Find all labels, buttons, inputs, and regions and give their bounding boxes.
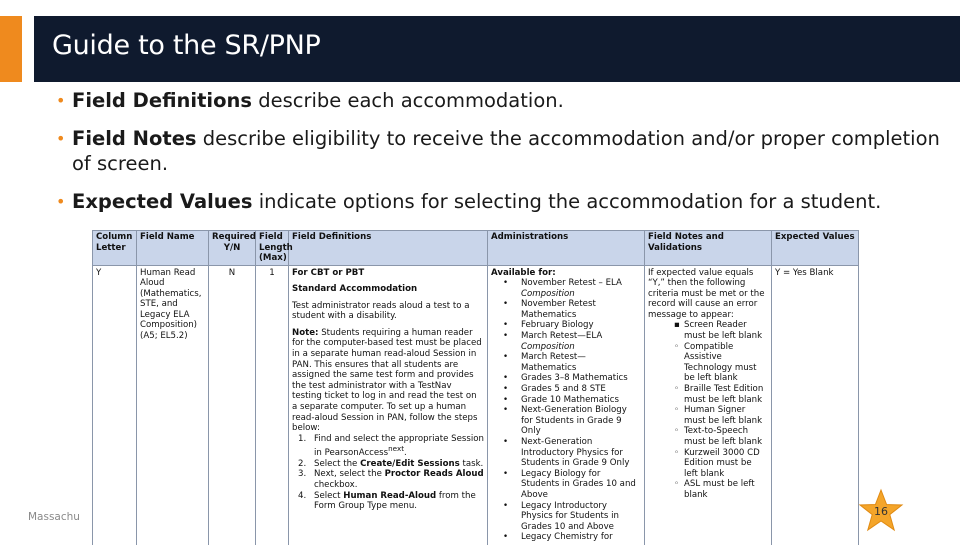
notes-item: ◦ Text-to-Speech must be left blank	[648, 426, 768, 447]
notes-item: ◦ Kurzweil 3000 CD Edition must be left blank	[648, 448, 768, 480]
notes-list	[648, 342, 768, 501]
bullet-text: indicate options for selecting the accommodation for a student.	[252, 190, 882, 213]
page-number: 16	[874, 505, 888, 518]
bullet-dot-icon: •	[56, 129, 66, 148]
admin-item: • November Retest Mathematics	[491, 299, 641, 320]
admin-item: • March Retest—Mathematics	[491, 352, 641, 373]
admin-item: • Legacy Introductory Physics for Students in Grades 10 and Above	[491, 501, 641, 533]
bullet-list	[50, 88, 950, 227]
notes-item: ◦ Compatible Assistive Technology must be left blank	[648, 342, 768, 384]
step-end: from the Form Group Type menu.	[314, 490, 476, 512]
header-expected: Expected Values	[772, 231, 859, 266]
cell-definitions	[289, 265, 488, 545]
slide-title: Guide to the SR/PNP	[52, 30, 321, 61]
step-item	[292, 469, 484, 490]
def-for: For CBT or PBT	[292, 267, 365, 278]
bullet-item	[50, 126, 950, 176]
bullet-dot-icon: •	[56, 192, 66, 211]
notes-item: ◦ Human Signer must be left blank	[648, 405, 768, 426]
step-number: 2.	[298, 458, 307, 469]
admin-item: • Grades 3–8 Mathematics	[491, 373, 641, 384]
header-length: Field Length (Max)	[256, 231, 289, 266]
admin-item: • March Retest—ELA Composition	[491, 331, 641, 352]
bullet-term: Field Notes	[72, 127, 197, 150]
table-row	[93, 265, 859, 545]
step-text: Select the	[314, 458, 361, 469]
admin-item: • Grade 10 Mathematics	[491, 395, 641, 406]
table-image	[92, 230, 858, 543]
admin-item: • Next-Generation Introductory Physics for Students in Grade 9 Only	[491, 437, 641, 469]
def-reads: Test administrator reads aloud a test to a student with a disability.	[292, 300, 470, 322]
bullet-text: describe each accommodation.	[252, 89, 564, 112]
admin-item: • November Retest – ELA Composition	[491, 278, 641, 299]
bullet-term: Expected Values	[72, 190, 253, 213]
step-sup: next	[388, 444, 404, 454]
def-note-text: Students requiring a human reader for the computer-based test must be placed in a separate human read-aloud Session in PAN. This ensures that all students are assigned the same test form and provides the test administrator with a TestNav testing ticket to log in and read the test on a separate computer. To set up a human read-aloud Session in PAN, follow the steps below:	[292, 327, 482, 434]
step-number: 4.	[298, 490, 307, 501]
header-administrations: Administrations	[488, 231, 645, 266]
header-required: Required Y/N	[209, 231, 256, 266]
admin-item: • Legacy Chemistry for	[491, 532, 641, 543]
cell-required: N	[209, 265, 256, 545]
step-text: Find and select the appropriate Session in PearsonAccess	[314, 433, 484, 459]
cell-notes	[645, 265, 772, 545]
cell-administrations	[488, 265, 645, 545]
admin-item: • Grades 5 and 8 STE	[491, 384, 641, 395]
step-text: Next, select the	[314, 469, 385, 480]
notes-item: ◦ Braille Test Edition must be left blank	[648, 384, 768, 405]
steps-list	[292, 434, 484, 512]
header-col-letter: Column Letter	[93, 231, 137, 266]
step-end: .	[404, 448, 407, 459]
sr-pnp-table	[92, 230, 859, 545]
step-bold: Human Read-Aloud	[343, 490, 437, 501]
def-note	[292, 328, 484, 434]
footer-text: Massachu	[28, 511, 80, 523]
bullet-item	[50, 189, 950, 214]
step-bold: Proctor Reads Aloud	[384, 469, 484, 480]
bullet-term: Field Definitions	[72, 89, 252, 112]
def-note-label: Note:	[292, 327, 319, 338]
bullet-text: describe eligibility to receive the accommodation and/or proper completion of screen.	[72, 127, 940, 175]
step-item	[292, 491, 484, 512]
header-notes: Field Notes and Validations	[645, 231, 772, 266]
step-end: checkbox.	[314, 480, 358, 491]
cell-field-name: Human Read Aloud (Mathematics, STE, and Legacy ELA Composition) (A5; EL5.2)	[137, 265, 209, 545]
notes-item: ◦ ASL must be left blank	[648, 479, 768, 500]
admin-list	[491, 278, 641, 543]
notes-item: ▪ Screen Reader must be left blank	[648, 320, 768, 341]
header-definitions: Field Definitions	[289, 231, 488, 266]
notes-list	[648, 320, 768, 341]
header-field-name: Field Name	[137, 231, 209, 266]
admin-item: • Next-Generation Biology for Students in Grade 9 Only	[491, 405, 641, 437]
step-number: 1.	[298, 433, 307, 444]
step-number: 3.	[298, 469, 307, 480]
bullet-dot-icon: •	[56, 91, 66, 110]
admin-for: Available for:	[491, 267, 556, 278]
step-text: Select	[314, 490, 344, 501]
step-end: task.	[459, 458, 484, 469]
step-item	[292, 459, 484, 470]
admin-item: • Legacy Biology for Students in Grades 10 and Above	[491, 469, 641, 501]
step-bold: Create/Edit Sessions	[360, 458, 460, 469]
cell-col-letter: Y	[93, 265, 137, 545]
step-item	[292, 434, 484, 459]
notes-intro: If expected value equals “Y,” then the following criteria must be met or the record will cause an error message to appear:	[648, 267, 765, 320]
bullet-item	[50, 88, 950, 113]
accent-bar	[0, 16, 22, 82]
cell-expected: Y = Yes Blank	[772, 265, 859, 545]
def-standard: Standard Accommodation	[292, 284, 418, 295]
admin-item: • February Biology	[491, 320, 641, 331]
table-header-row	[93, 231, 859, 266]
cell-length: 1	[256, 265, 289, 545]
